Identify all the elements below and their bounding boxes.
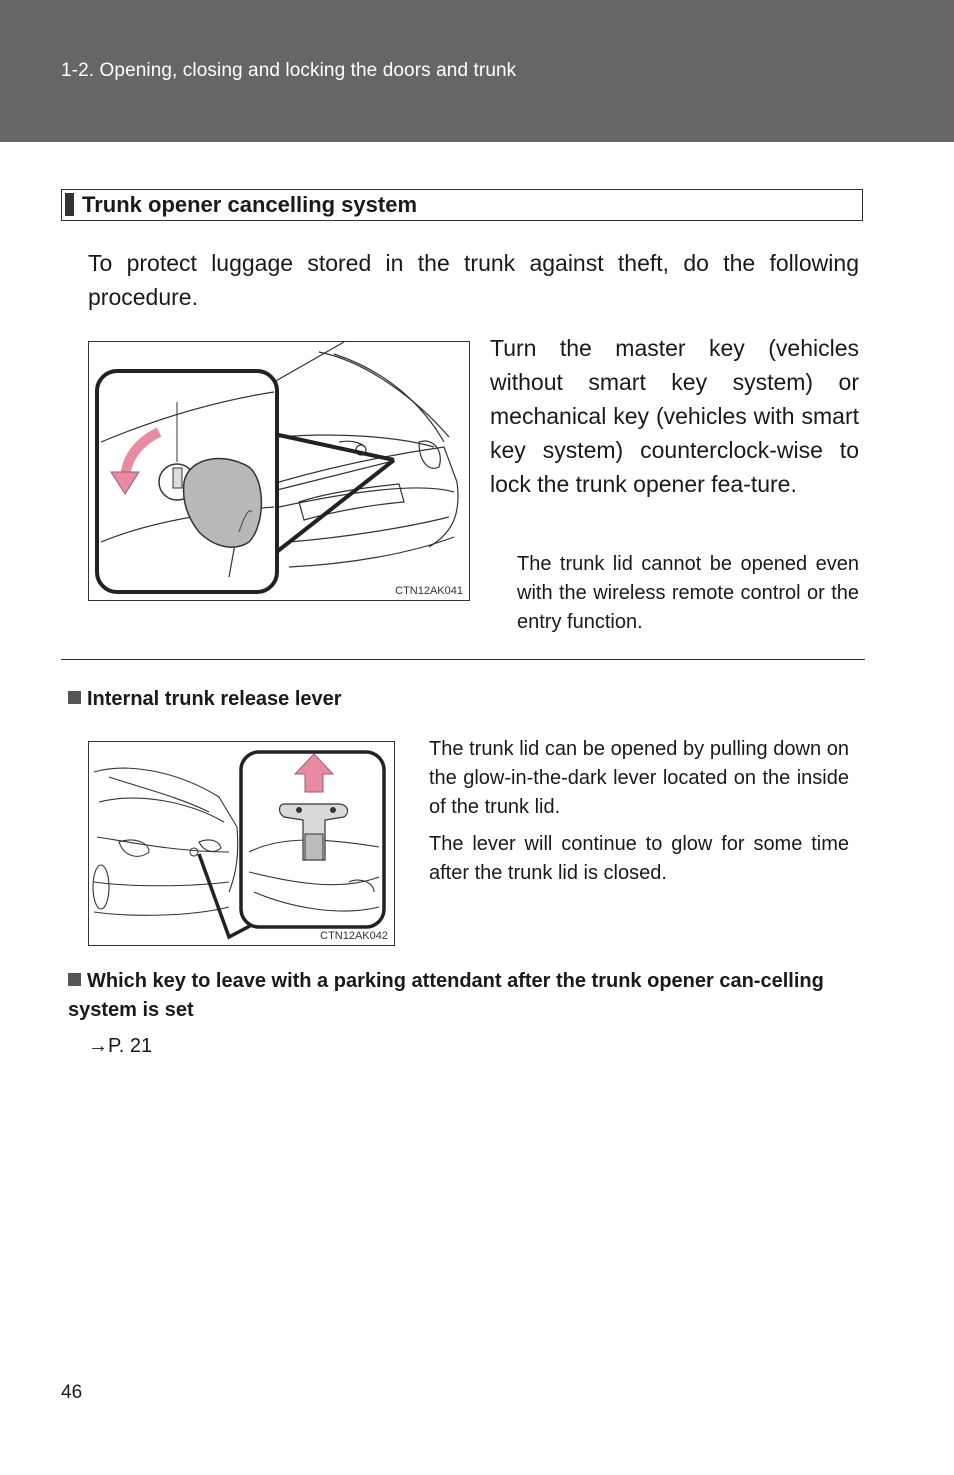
figure-release-lever [88,741,395,946]
section-marker [65,193,74,216]
release-lever-illustration [89,742,395,946]
intro-paragraph: To protect luggage stored in the trunk against theft, do the following procedure. [88,250,859,310]
step-instruction: Turn the master key (vehicles without smart key system) or mechanical key (vehicles with smart key system) counterclock-wise to lock the trunk opener fea-ture. [490,335,859,497]
figure-code: CTN12AK041 [395,585,463,597]
section-title-bar [61,189,863,221]
section-title: Trunk opener cancelling system [82,192,418,217]
lever-paragraph-1: The trunk lid can be opened by pulling down on the glow-in-the-dark lever located on the inside of the trunk lid. [429,738,849,818]
breadcrumb: 1-2. Opening, closing and locking the doors and trunk [61,60,517,81]
lever-paragraph-2: The lever will continue to glow for some time after the trunk lid is closed. [429,833,849,884]
page-header [0,0,954,142]
bullet-square-icon [68,691,81,704]
lever-heading: Internal trunk release lever [68,685,342,714]
page-number: 46 [61,1382,83,1403]
bullet-square-icon [68,973,81,986]
attendant-heading: Which key to leave with a parking attendant after the trunk opener can-celling system is set [68,970,824,1021]
step-note: The trunk lid cannot be opened even with the wireless remote control or the entry function. [517,553,859,633]
section-divider [61,659,865,660]
page-reference-link[interactable]: →P. 21 [88,1035,153,1057]
key-lock-illustration [89,342,470,601]
figure-key-lock [88,341,470,601]
figure-code: CTN12AK042 [320,930,388,942]
